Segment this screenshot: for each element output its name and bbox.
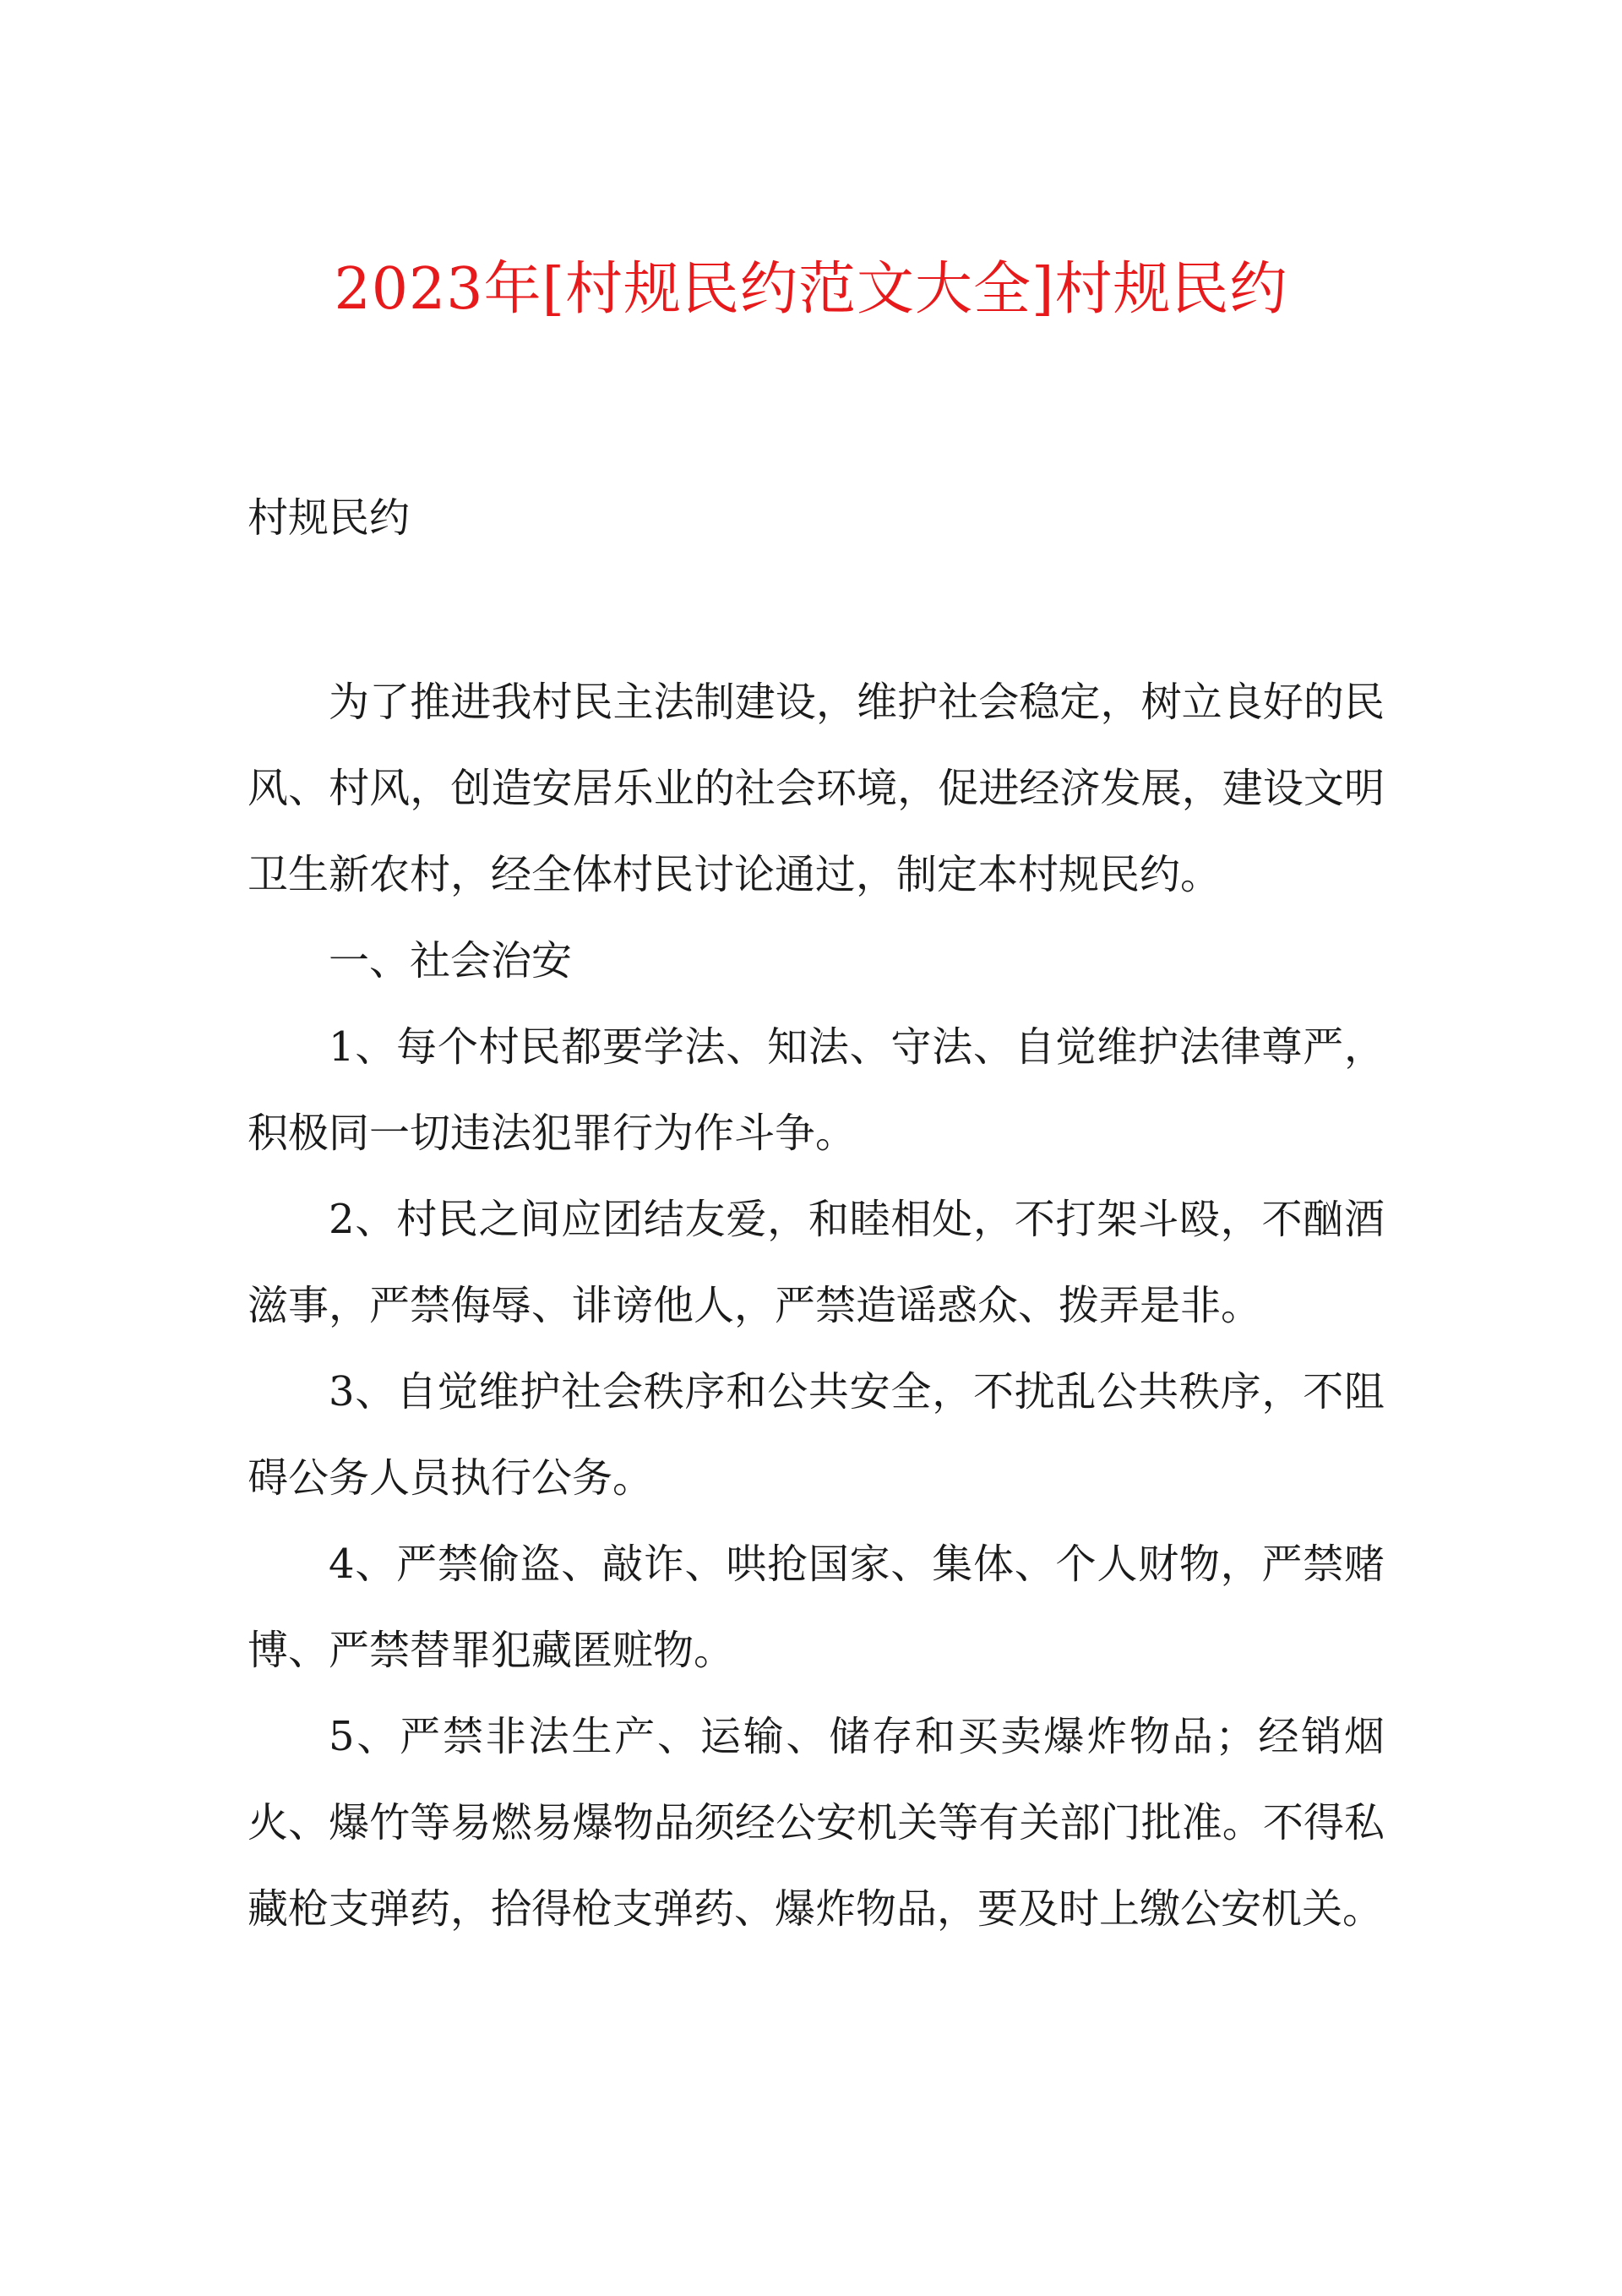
paragraph-item-5: 5、严禁非法生产、运输、储存和买卖爆炸物品；经销烟火、爆竹等易燃易爆物品须经公安机关等有关部门批准。不得私藏枪支弹药，拾得枪支弹药、爆炸物品，要及时上缴公安机关。 (248, 1713, 1385, 1933)
document-body (248, 659, 1385, 1952)
paragraph-section-1-heading: 一、社会治安 (329, 937, 573, 984)
paragraph-item-2: 2、村民之间应团结友爱，和睦相处，不打架斗殴，不酗酒滋事，严禁侮辱、诽谤他人，严禁造谣惑众、拨弄是非。 (248, 1196, 1385, 1329)
paragraph-item-3: 3、自觉维护社会秩序和公共安全，不扰乱公共秩序，不阻碍公务人员执行公务。 (248, 1368, 1385, 1502)
section-heading: 村规民约 (248, 494, 411, 542)
paragraph-item-1: 1、每个村民都要学法、知法、守法、自觉维护法律尊严，积极同一切违法犯罪行为作斗争。 (248, 1023, 1385, 1157)
paragraph-preamble: 为了推进我村民主法制建设，维护社会稳定，树立良好的民风、村风，创造安居乐业的社会环境，促进经济发展，建设文明卫生新农村，经全体村民讨论通过，制定本村规民约。 (248, 679, 1385, 898)
paragraph-item-4: 4、严禁偷盗、敲诈、哄抢国家、集体、个人财物，严禁赌博、严禁替罪犯藏匿赃物。 (248, 1541, 1385, 1674)
document-title: 2023年[村规民约范文大全]村规民约 (334, 256, 1288, 323)
